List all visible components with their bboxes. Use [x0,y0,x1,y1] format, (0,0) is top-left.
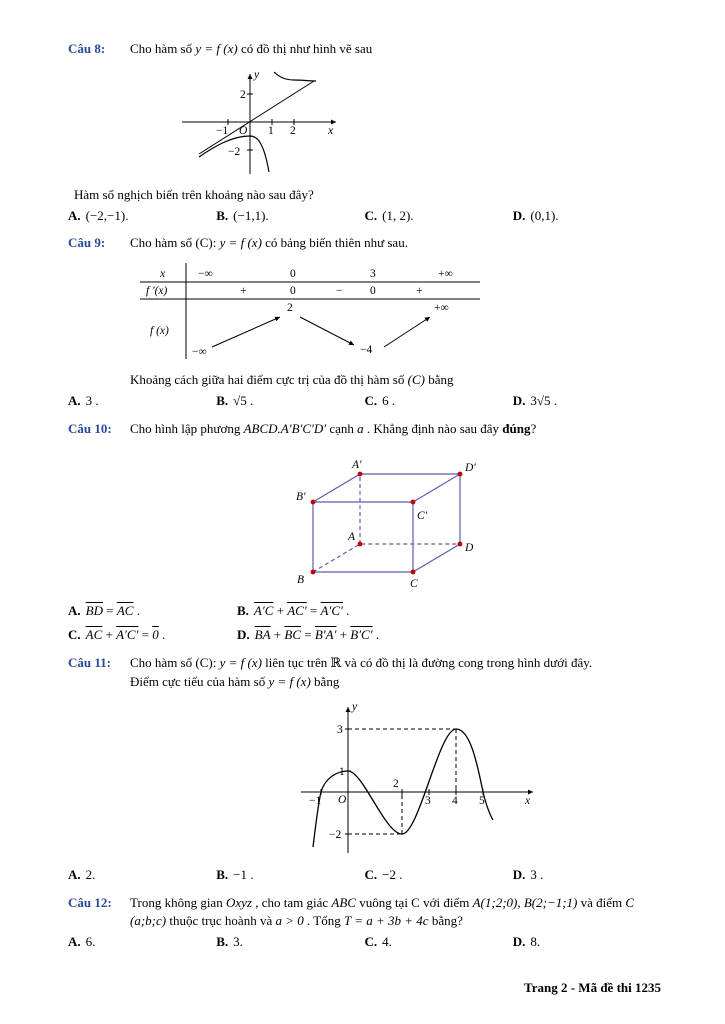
vertex-c-label: C [410,577,418,590]
answer-text: 8. [530,934,541,950]
answer-label: C. [364,866,378,882]
question-10-answers-row2 [68,626,661,645]
question-8-prompt: Hàm số nghịch biến trên khoảng nào sau đây? [74,186,314,202]
answer-text: (0,1). [530,207,559,223]
question-11-figure [293,697,661,863]
q8-answer-b [216,207,364,226]
f-limit-left: −∞ [192,346,207,359]
fprime-sign-3: + [416,285,423,298]
answer-label: C. [68,627,81,643]
vertex-d-prime-label: D′ [465,461,476,474]
answer-label: D. [512,866,526,882]
q10-answer-d [237,626,661,645]
question-9-prompt: Khoảng cách giữa hai điểm cực trị của đồ thị hàm số (C) bằng [130,372,454,388]
tick-x-minus1: −1 [216,124,229,137]
answer-label: B. [216,934,229,950]
answer-text: (−2,−1). [85,207,129,223]
x-value-3: 3 [370,268,376,281]
tick-x-3: 3 [425,794,431,807]
dashed-guides [348,729,456,834]
answer-label: A. [68,207,81,223]
q12-answer-b [216,933,364,952]
variation-arrows [212,317,430,347]
question-10-text: Cho hình lập phương ABCD.A′B′C′D′ cạnh a . Khẳng định nào sau đây đúng? [130,420,537,436]
answer-label: A. [68,603,81,619]
q11-answer-a [68,866,216,885]
answer-text: 6. [85,934,96,950]
question-9-answers [68,392,661,411]
f-max-value: 2 [287,302,293,315]
question-11-answers [68,866,661,885]
page-footer: Trang 2 - Mã đề thi 1235 [524,980,661,996]
f-min-value: −4 [360,344,373,357]
answer-text: 2. [85,866,96,882]
q12-answer-d [513,933,661,952]
tick-x-1: 1 [268,124,274,137]
answer-text: 3√5 . [530,392,558,408]
cube-edges [313,474,460,572]
row-f-label: f (x) [150,325,169,338]
answer-label: B. [216,866,229,882]
row-fprime-label: f ′(x) [146,285,168,298]
x-value-left: −∞ [198,268,213,281]
question-12-answers [68,933,661,952]
vertex-a-label: A [348,530,356,543]
q10-answer-b [237,602,661,621]
variation-table-figure [140,263,480,359]
tick-x-minus1: −1 [309,794,322,807]
question-10-answers-row1 [68,602,661,621]
tick-y-3: 3 [337,723,343,736]
answer-label: C. [364,392,378,408]
curve-graph-figure [293,697,543,857]
curve-upper-branch [274,72,316,81]
answer-label: B. [216,207,229,223]
question-10-label: Câu 10: [68,420,112,436]
q10-answer-c [68,626,237,645]
q12-answer-c [365,933,513,952]
table-grid [140,263,480,359]
y-axis-label: y [352,700,358,713]
question-9-text: Cho hàm số (C): y = f (x) có bảng biến thiên như sau. [130,235,408,251]
vertex-b-label: B [297,573,305,586]
question-8-text: Cho hàm số y = f (x) có đồ thị như hình vẽ sau [130,41,373,56]
answer-text: 6 . [382,392,396,408]
function-graph-figure [170,64,350,177]
fprime-zero-2: 0 [370,285,376,298]
answer-text: A′C + AC′ = A′C′ . [253,603,350,619]
tick-x-4: 4 [452,794,458,807]
origin-label: O [239,124,248,137]
question-11-prompt: Điểm cực tiểu của hàm số y = f (x) bằng [130,673,340,689]
q9-answer-c [365,392,513,411]
answer-label: B. [237,603,249,619]
tick-x-2: 2 [393,777,399,790]
vertex-b-prime-label: B′ [296,490,306,503]
oblique-asymptote-line [199,81,314,154]
answer-text: 4. [382,934,392,950]
row-x-label: x [160,268,166,281]
question-12 [68,894,661,958]
origin-label: O [338,793,347,806]
answer-text: −2 . [382,866,403,882]
tick-y-minus2: −2 [228,145,241,158]
f-limit-right: +∞ [434,302,449,315]
x-value-right: +∞ [438,268,453,281]
answer-label: A. [68,934,81,950]
answer-text: (1, 2). [382,207,414,223]
graph-labels [309,701,531,841]
vertex-a-prime-label: A′ [352,458,362,471]
question-10 [68,420,661,650]
answer-label: D. [237,627,250,643]
fprime-zero-1: 0 [290,285,296,298]
question-10-figure [255,444,661,600]
x-axis-label: x [525,794,531,807]
q12-answer-a [68,933,216,952]
q8-answer-a [68,207,216,226]
answer-text: 3. [233,934,243,950]
tick-x-2: 2 [290,124,296,137]
vertex-c-prime-label: C′ [417,509,428,522]
answer-label: C. [364,934,378,950]
x-value-0: 0 [290,268,296,281]
q8-answer-d [513,207,661,226]
answer-text: (−1,1). [233,207,269,223]
fprime-sign-1: + [240,285,247,298]
answer-text: $\overline{AC} + A'C' = 0$ . [85,627,166,643]
answer-label: A. [68,392,81,408]
answer-label: D. [512,392,526,408]
answer-label: D. [512,207,526,223]
q11-answer-c [365,866,513,885]
question-9 [68,234,661,415]
tick-y-minus2: −2 [329,828,342,841]
tick-x-5: 5 [479,794,485,807]
tick-y-2: 2 [240,88,246,101]
fprime-sign-2: − [336,285,343,298]
answer-text: √5 . [233,392,254,408]
answer-text: 3 . [530,866,544,882]
answer-label: B. [216,392,229,408]
answer-text: 3 . [85,392,99,408]
answer-text: −1 . [233,866,254,882]
answer-text: $\overline{BA} + \overline{BC} = B'A' + B'C'$ . [254,627,380,643]
q11-answer-b [216,866,364,885]
cube-figure [255,444,495,594]
q9-answer-d [513,392,661,411]
vertex-d-label: D [465,541,474,554]
question-9-label: Câu 9: [68,235,106,251]
question-11-text: Cho hàm số (C): y = f (x) liên tục trên ℝ và có đồ thị là đường cong trong hình dưới đây. [130,655,593,671]
answer-label: D. [512,934,526,950]
question-8-label: Câu 8: [68,41,106,56]
question-8-figure [170,64,661,183]
q8-answer-c [365,207,513,226]
answer-label: C. [364,207,378,223]
cube-vertices [311,471,463,574]
question-12-text: Trong không gian Oxyz , cho tam giác ABC vuông tại C với điểm A(1;2;0), B(2;−1;1) và điểm C (a;b;c) thuộc trục hoành và a > 0 . Tổng T = a + 3b + 4c bằng? [130,894,635,929]
y-axis-label: y [254,68,260,81]
q9-answer-b [216,392,364,411]
question-9-figure [140,263,661,365]
x-axis-label: x [328,124,334,137]
question-11 [68,654,661,889]
answer-label: A. [68,866,81,882]
question-8 [68,40,661,230]
question-12-label: Câu 12: [68,894,112,910]
tick-y-1: 1 [339,765,345,778]
q10-answer-a [68,602,237,621]
question-8-answers [68,207,661,226]
q9-answer-a [68,392,216,411]
cube-vertex-labels [296,459,476,590]
q11-answer-d [513,866,661,885]
question-11-label: Câu 11: [68,655,111,671]
answer-text: $\overline{BD} = \overline{AC}$ . [85,603,140,619]
